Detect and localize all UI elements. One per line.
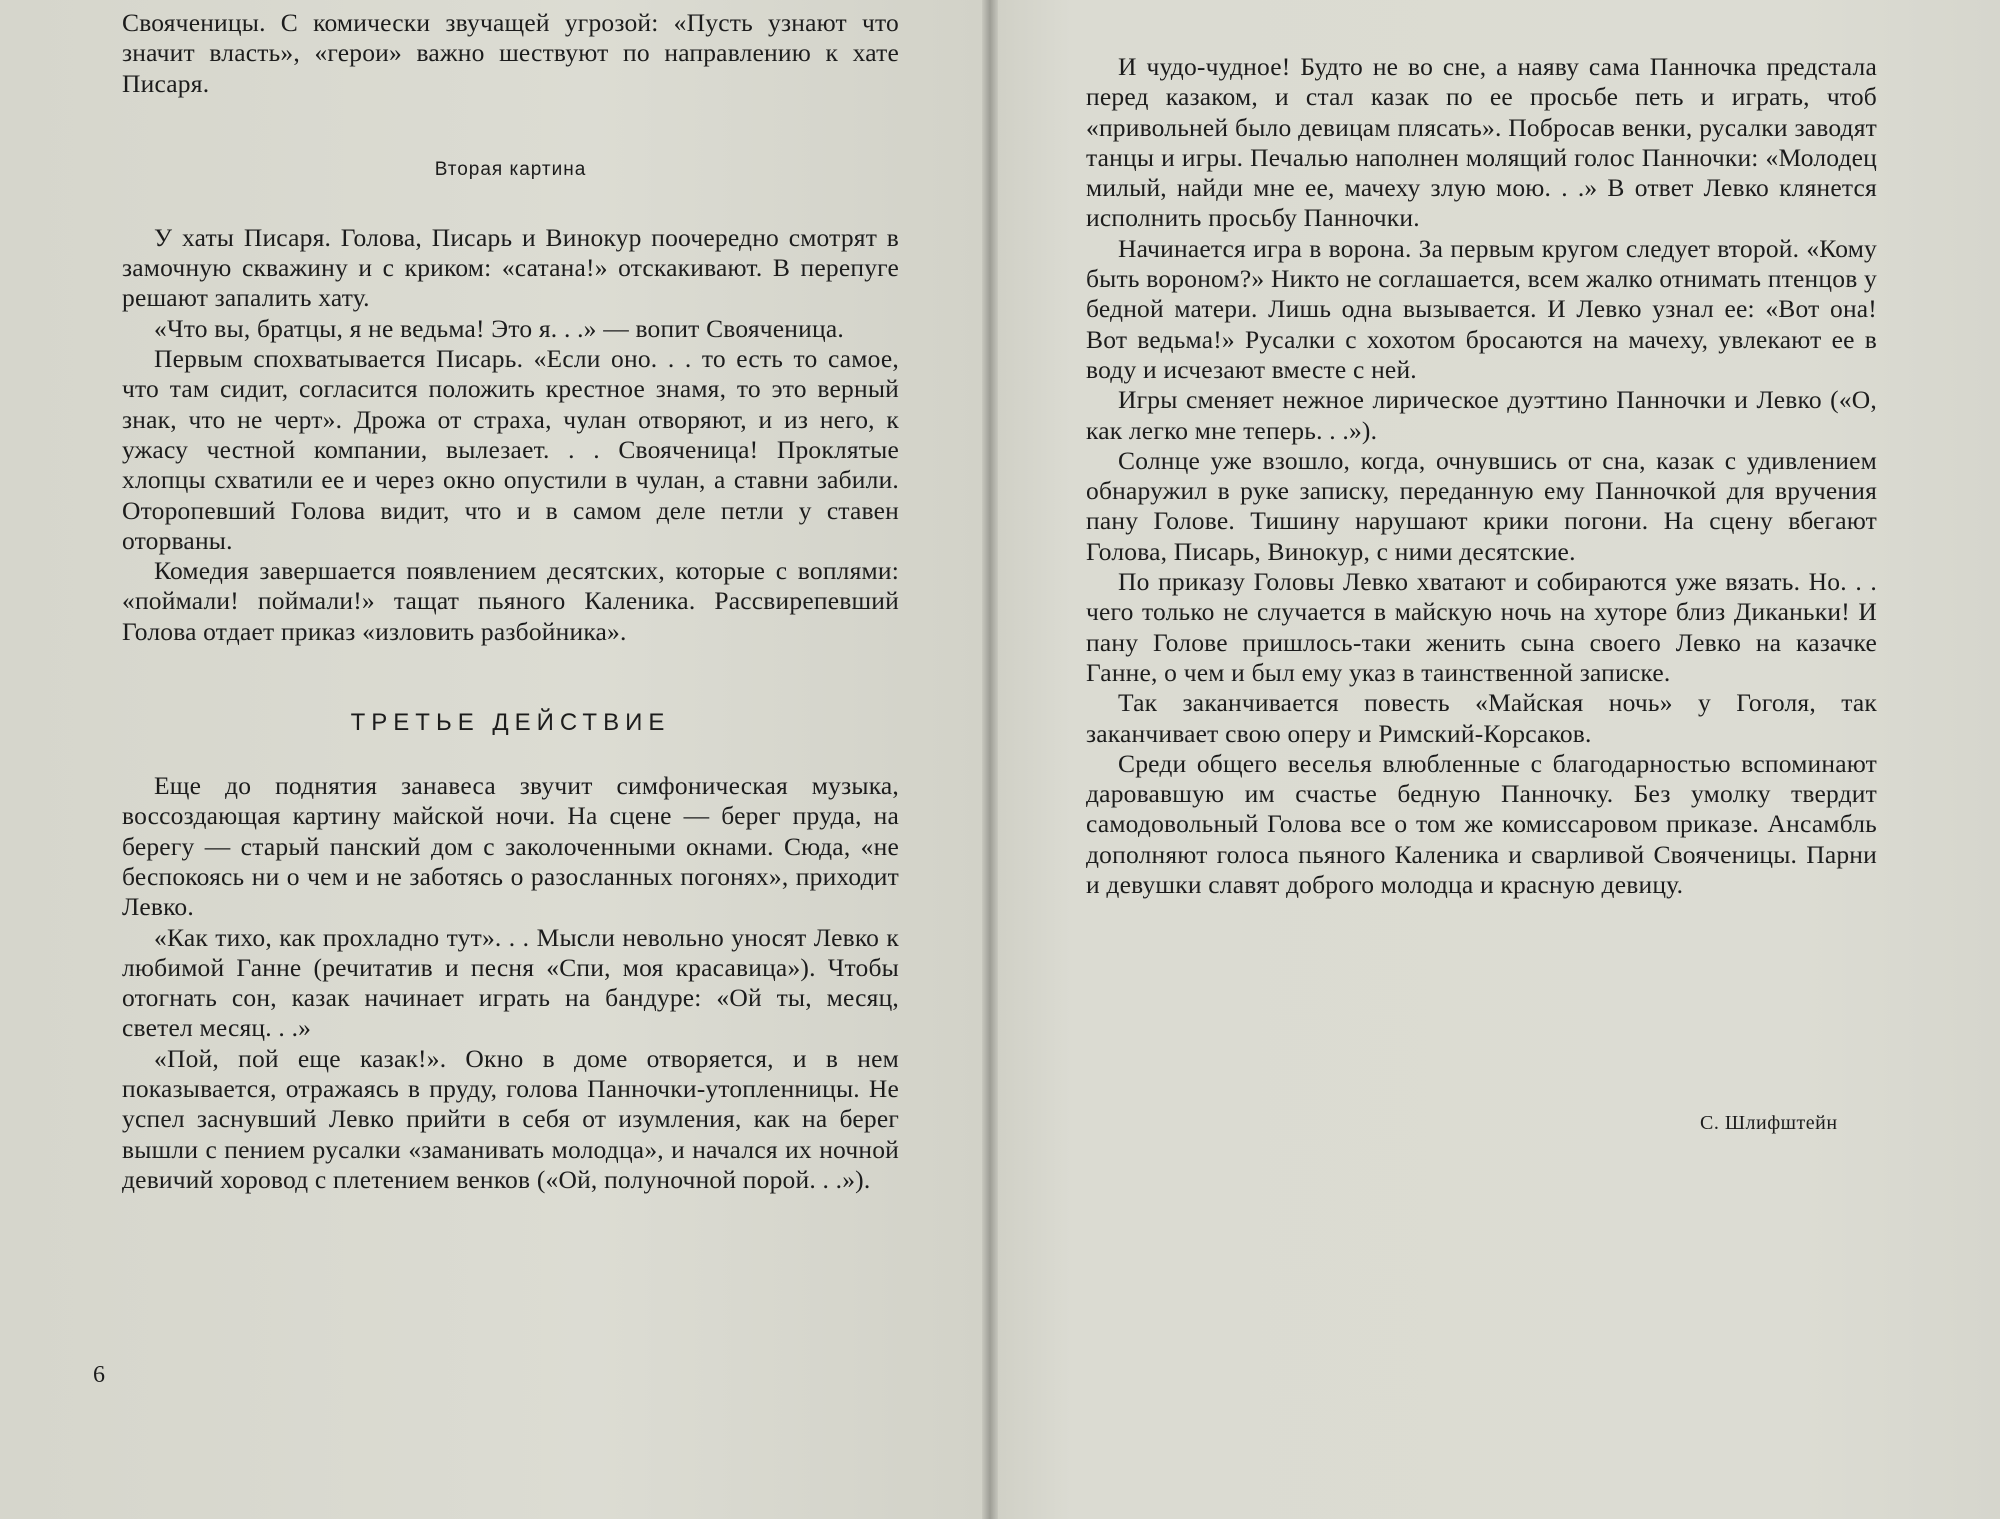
- right-paragraph: Начинается игра в ворона. За первым кругом следует второй. «Кому быть вороном?» Никто не соглашается, всем жалко отнимать птенцов у бедной матери. Лишь одна вызывается. И Левко узнал ее: «Вот она! Вот ведьма!» Русалки с хохотом бросаются на мачеху, увлекают ее в воду и исчезают вместе с ней.: [1086, 233, 1877, 384]
- act-paragraph: «Пой, пой еще казак!». Окно в доме отворяется, и в нем показывается, отражаясь в пруду, голова Панночки-утопленницы. Не успел заснувший Левко прийти в себя от изумления, как на берег вышли с пением русалки «заманивать молодца», и начался их ночной девичий хоровод с плетением венков («Ой, полуночной порой. . .»).: [122, 1043, 899, 1194]
- right-paragraph: И чудо-чудное! Будто не во сне, а наяву сама Панночка предстала перед казаком, и стал казак по ее просьбе петь и играть, чтоб «привольней было девицам плясать». Побросав венки, русалки заводят танцы и игры. Печалью наполнен молящий голос Панночки: «Молодец милый, найди мне ее, мачеху злую мою. . .» В ответ Левко клянется исполнить просьбу Панночки.: [1086, 52, 1877, 233]
- author-signature: С. Шлифштейн: [1700, 1112, 1838, 1134]
- left-paragraph: Комедия завершается появлением десятских, которые с воплями: «поймали! поймали!» тащат пьяного Каленика. Рассвирепевший Голова отдает приказ «изловить разбойника».: [122, 556, 899, 646]
- act-paragraph: Еще до поднятия занавеса звучит симфоническая музыка, воссоздающая картину майской ночи. На сцене — берег пруда, на берегу — старый панский дом с заколоченными окнами. Сюда, «не беспокоясь ни о чем и не заботясь о разосланных погонях», приходит Левко.: [122, 771, 899, 922]
- right-page-text-column: [1086, 52, 1877, 900]
- act-heading-third-act: ТРЕТЬЕ ДЕЙСТВИЕ: [350, 709, 671, 737]
- act-paragraph: «Как тихо, как прохладно тут». . . Мысли невольно уносят Левко к любимой Ганне (речитатив и песня «Спи, моя красавица»). Чтобы отогнать сон, казак начинает играть на бандуре: «Ой ты, месяц, светел месяц. . .»: [122, 922, 899, 1043]
- book-gutter: [982, 0, 998, 1519]
- left-page-text-column: [122, 8, 899, 1195]
- section-heading-second-scene: Вторая картина: [434, 158, 587, 180]
- right-paragraph: Солнце уже взошло, когда, очнувшись от сна, казак с удивлением обнаружил в руке записку, переданную ему Панночкой для вручения пану Голове. Тишину нарушают крики погони. На сцену вбегают Голова, Писарь, Винокур, с ними десятские.: [1086, 445, 1877, 566]
- right-paragraph: Так заканчивается повесть «Майская ночь» у Гоголя, так заканчивает свою оперу и Римский-Корсаков.: [1086, 688, 1877, 748]
- left-paragraph: «Что вы, братцы, я не ведьма! Это я. . .» — вопит Свояченица.: [154, 313, 844, 343]
- left-paragraph: Первым спохватывается Писарь. «Если оно. . . то есть то самое, что там сидит, согласится положить крестное знамя, то это верный знак, что не черт». Дрожа от страха, чулан отворяют, и из него, к ужасу честной компании, вылезает. . . Свояченица! Проклятые хлопцы схватили ее и через окно опустили в чулан, а ставни забили. Оторопевший Голова видит, что и в самом деле петли у ставен оторваны.: [122, 344, 899, 555]
- left-intro-paragraph: Свояченицы. С комически звучащей угрозой: «Пусть узнают что значит власть», «герои» важно шествуют по направлению к хате Писаря.: [122, 8, 899, 98]
- page-number: 6: [93, 1362, 105, 1388]
- left-paragraph: У хаты Писаря. Голова, Писарь и Винокур поочередно смотрят в замочную скважину и с криком: «сатана!» отскакивают. В перепуге решают запалить хату.: [122, 222, 899, 313]
- right-paragraph: Игры сменяет нежное лирическое дуэттино Панночки и Левко («О, как легко мне теперь. . .»).: [1086, 385, 1877, 445]
- right-paragraph: Среди общего веселья влюбленные с благодарностью вспоминают даровавшую им счастье бедную Панночку. Без умолку твердит самодовольный Голова все о том же комиссаровом приказе. Ансамбль дополняют голоса пьяного Каленика и сварливой Свояченицы. Парни и девушки славят доброго молодца и красную девицу.: [1086, 748, 1877, 900]
- right-paragraph: По приказу Головы Левко хватают и собираются уже вязать. Но. . . чего только не случается в майскую ночь на хуторе близ Диканьки! И пану Голове пришлось-таки женить сына своего Левко на казачке Ганне, о чем и был ему указ в таинственной записке.: [1086, 567, 1877, 687]
